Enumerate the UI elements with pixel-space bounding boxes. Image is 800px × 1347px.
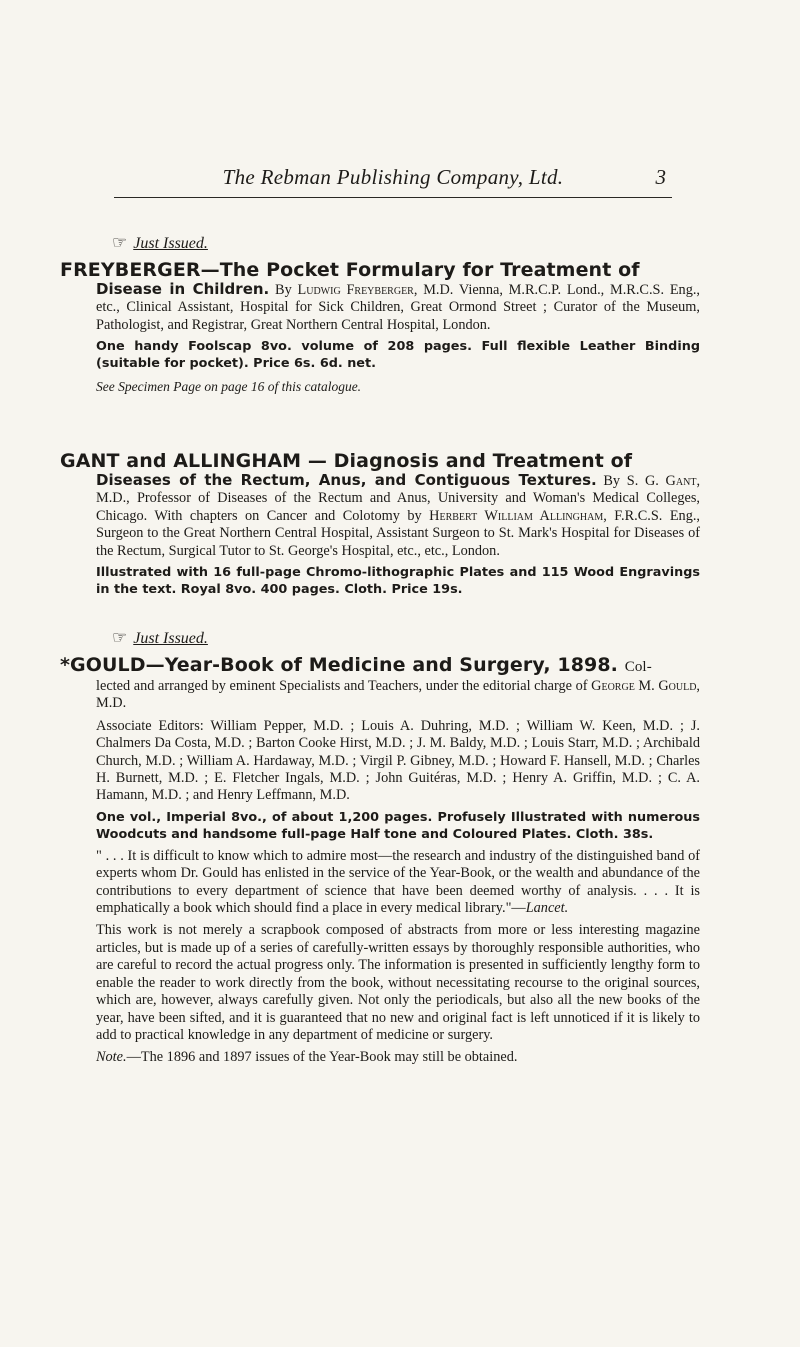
author-bio: , M.D., Professor of Diseases of the Rectum and Anus, University and Woman's Medical Colleges, Chicago. With chapters on Cancer and Colotomy by: [96, 473, 701, 524]
book-details: One handy Foolscap 8vo. volume of 208 pages. Full flexible Leather Binding (suitable for pocket). Price 6s. 6d. net.: [96, 339, 700, 372]
book-details: Illustrated with 16 full-page Chromo-lithographic Plates and 115 Wood Engravings in the text. Royal 8vo. 400 pages. Cloth. Price 19s.: [96, 565, 700, 598]
entry-body: [60, 281, 700, 334]
just-issued-flag: [112, 628, 208, 648]
running-header: [114, 163, 672, 198]
entry-body: [60, 472, 700, 560]
by-label: By: [275, 282, 292, 298]
associate-editors: Associate Editors: William Pepper, M.D. ; Louis A. Duhring, M.D. ; William W. Keen, M.D. ; J. Chalmers Da Costa, M.D. ; Barton Cooke Hirst, M.D. ; J. M. Baldy, M.D. ; Louis Starr, M.D. ; Archibald Church, M.D. ; William A. Hardaway, M.D. ; Virgil P. Gibney, M.D. ; Howard F. Hansell, M.D. ; Charles H. Burnett, M.D. ; E. Fletcher Ingals, M.D. ; John Guitéras, M.D. ; Henry A. Griffin, M.D. ; C. A. Hamann, M.D. ; and Henry Leffmann, M.D.: [96, 717, 700, 804]
note-label: Note.: [96, 1049, 127, 1066]
entry-intro: [60, 678, 700, 713]
see-also-note: See Specimen Page on page 16 of this catalogue.: [96, 379, 362, 395]
pointing-hand-icon: ☞: [112, 233, 128, 252]
author-bio: , M.D. Vienna, M.R.C.P. Lond., M.R.C.S. Eng., etc., Clinical Assistant, Hospital for Sick Children, Great Ormond Street ; Curator of the Museum, Pathologist, and Registrar, Great Northern Central Hospital, London.: [96, 282, 700, 333]
quote-text: " . . . It is difficult to know which to admire most—the research and industry of the distinguished band of experts whom Dr. Gould has enlisted in the service of the Year-Book, or the wealth and abundance of the contributions to every department of science that have been deemed worthy of analysis. . . . It is emphatically a book which should find a place in every medical library."—: [96, 847, 700, 917]
just-issued-flag: [112, 233, 208, 253]
page-number: 3: [655, 165, 666, 189]
entry-heading: [60, 654, 700, 678]
book-details: One vol., Imperial 8vo., of about 1,200 pages. Profusely Illustrated with numerous Woodcuts and handsome full-page Half tone and Coloured Plates. Cloth. 38s.: [96, 809, 700, 842]
entry-heading: FREYBERGER—The Pocket Formulary for Treatment of: [60, 259, 640, 281]
author-name: Ludwig Freyberger: [297, 282, 414, 298]
entry-subheading: Disease in Children.: [96, 280, 270, 298]
entry-freyberger: [60, 233, 700, 396]
pointing-hand-icon: ☞: [112, 628, 128, 647]
intro-text: lected and arranged by eminent Specialists and Teachers, under the editorial charge of: [96, 678, 588, 694]
publisher-title: The Rebman Publishing Company, Ltd.: [222, 165, 564, 189]
entry-gould: [60, 628, 700, 1067]
author-name: S. G. Gant: [626, 473, 697, 489]
availability-note: [60, 1049, 700, 1066]
entry-heading-tail: Col-: [624, 659, 652, 675]
note-text: —The 1896 and 1897 issues of the Year-Book may still be obtained.: [126, 1049, 518, 1066]
coauthor-name: Herbert William Allingham: [429, 507, 604, 524]
quote-source: Lancet.: [525, 900, 569, 917]
entry-heading-lead: *GOULD—Year-Book of Medicine and Surgery, 1898.: [60, 654, 618, 676]
editor-name: George M. Gould: [591, 678, 697, 694]
book-description: This work is not merely a scrapbook composed of abstracts from more or less interesting magazine articles, but is made up of a series of carefully-written essays by thoroughly responsible authorities, who are careful to record the actual progress only. The information is presented in sufficiently lengthy form to enable the reader to work directly from the book, without necessitating recourse to the original sources, which are, however, always carefully given. Not only the periodicals, but also all the new books of the year, have been sifted, and it is guaranteed that no new and original fact is left unnoticed if it is likely to add to practical knowledge in any department of medicine or surgery.: [96, 922, 700, 1043]
entry-heading: GANT and ALLINGHAM — Diagnosis and Treatment of: [60, 450, 633, 472]
editor-suffix: , M.D.: [96, 678, 700, 712]
flag-text: Just Issued.: [133, 630, 208, 647]
entry-subheading: Diseases of the Rectum, Anus, and Contiguous Textures.: [96, 471, 597, 489]
entry-gant-allingham: [60, 450, 700, 598]
review-quote: [60, 848, 700, 918]
flag-text: Just Issued.: [133, 235, 208, 252]
by-label: By: [603, 473, 621, 489]
coauthor-bio: , F.R.C.S. Eng., Surgeon to the Great Northern Central Hospital, Assistant Surgeon to St. Mark's Hospital for Diseases of the Rectum, Surgical Tutor to St. George's Hospital, etc., etc., London.: [96, 507, 701, 559]
